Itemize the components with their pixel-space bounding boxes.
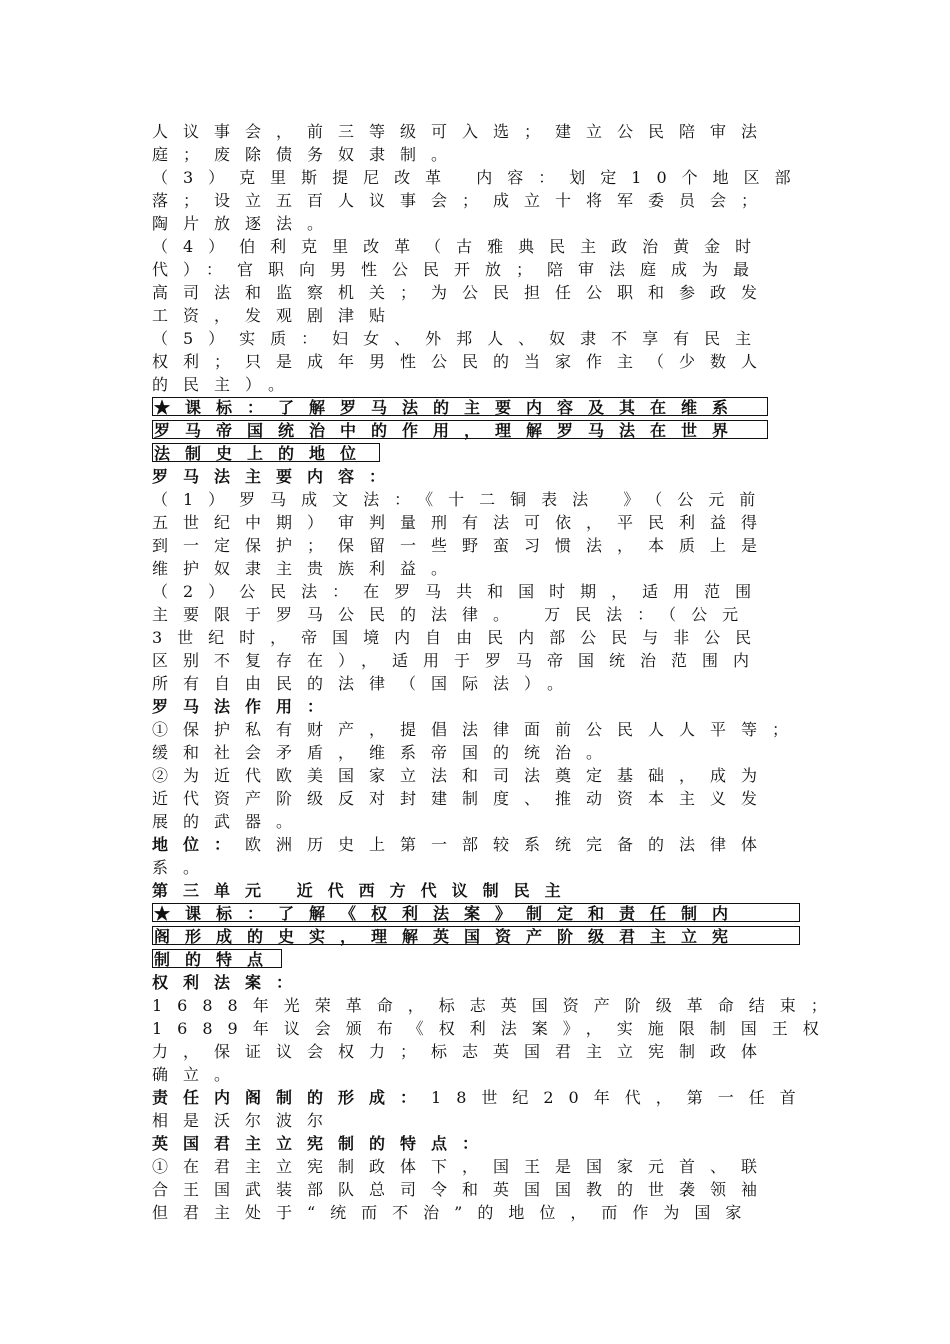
curriculum-box-line xyxy=(152,948,822,971)
text-line: 工资，发观剧津贴 xyxy=(152,306,401,325)
text-line: 五世纪中期）审判量刑有法可依，平民利益得 xyxy=(152,513,773,532)
text-line: 到一定保护；保留一些野蛮习惯法，本质上是 xyxy=(152,536,773,555)
document-page xyxy=(152,120,842,1224)
curriculum-standard-box: ★课标：了解罗马法的主要内容及其在维系 xyxy=(152,397,768,416)
text-line: 人议事会，前三等级可入选；建立公民陪审法 xyxy=(152,122,773,141)
curriculum-standard-box: 法制史上的地位 xyxy=(152,443,380,462)
section-heading: 罗马法主要内容： xyxy=(152,467,401,486)
text-line: （4）伯利克里改革（古雅典民主政治黄金时 xyxy=(152,237,767,256)
text-line: 庭；废除债务奴隶制。 xyxy=(152,145,463,164)
text-line: 陶片放逐法。 xyxy=(152,214,339,233)
unit-title: 第三单元 近代西方代议制民主 xyxy=(152,881,576,900)
text-line: 力，保证议会权力；标志英国君主立宪制政体 xyxy=(152,1042,773,1061)
curriculum-box-line xyxy=(152,419,822,442)
text-line: 确立。 xyxy=(152,1065,246,1084)
inline-heading: 地位： xyxy=(152,835,246,854)
text-line: 高司法和监察机关；为公民担任公职和参政发 xyxy=(152,283,773,302)
text-line: 系。 xyxy=(152,858,215,877)
text-line xyxy=(152,833,822,856)
curriculum-standard-box: ★课标：了解《权利法案》制定和责任制内 xyxy=(152,903,800,922)
section-heading: 权利法案： xyxy=(152,973,308,992)
text-line: 1688年光荣革命，标志英国资产阶级革命结束； xyxy=(152,996,842,1015)
text-line: 落；设立五百人议事会；成立十将军委员会； xyxy=(152,191,773,210)
text-line: 合王国武装部队总司令和英国国教的世袭领袖 xyxy=(152,1180,773,1199)
text-line: 代）：官职向男性公民开放；陪审法庭成为最 xyxy=(152,260,765,279)
text-line: 1689年议会颁布《权利法案》，实施限制国王权 xyxy=(152,1019,834,1038)
text-line: ②为近代欧美国家立法和司法奠定基础，成为 xyxy=(152,766,773,785)
text-line: 区别不复存在），适用于罗马帝国统治范围内 xyxy=(152,651,765,670)
text-line: 相是沃尔波尔 xyxy=(152,1111,339,1130)
text-line: 主要限于罗马公民的法律。 万民法：（公元 xyxy=(152,605,754,624)
curriculum-standard-box: 阁形成的史实，理解英国资产阶级君主立宪 xyxy=(152,926,800,945)
text-line: ①保护私有财产，提倡法律面前公民人人平等； xyxy=(152,720,804,739)
text-line xyxy=(152,1086,822,1109)
text-line: （5）实质：妇女、外邦人、奴隶不享有民主 xyxy=(152,329,767,348)
text-line: 权利；只是成年男性公民的当家作主（少数人 xyxy=(152,352,773,371)
text-line: 展的武器。 xyxy=(152,812,308,831)
inline-text: 18世纪20年代，第一任首 xyxy=(431,1088,811,1107)
curriculum-box-line xyxy=(152,925,822,948)
text-line: 的民主）。 xyxy=(152,375,300,394)
curriculum-box-line xyxy=(152,442,822,465)
section-heading: 英国君主立宪制的特点： xyxy=(152,1134,494,1153)
text-line: （1）罗马成文法：《十二铜表法 》（公元前 xyxy=(152,490,771,509)
inline-text: 欧洲历史上第一部较系统完备的法律体 xyxy=(245,835,773,854)
curriculum-box-line xyxy=(152,902,822,925)
section-heading: 罗马法作用： xyxy=(152,697,339,716)
text-line: （2）公民法：在罗马共和国时期，适用范围 xyxy=(152,582,767,601)
curriculum-standard-box: 制的特点 xyxy=(152,949,282,968)
curriculum-box-line xyxy=(152,396,822,419)
curriculum-standard-box: 罗马帝国统治中的作用，理解罗马法在世界 xyxy=(152,420,768,439)
text-line: 3世纪时，帝国境内自由民内部公民与非公民 xyxy=(152,628,767,647)
text-line: 缓和社会矛盾，维系帝国的统治。 xyxy=(152,743,618,762)
text-line: （3）克里斯提尼改革 内容：划定10个地区部 xyxy=(152,168,806,187)
text-line: 所有自由民的法律（国际法）。 xyxy=(152,674,579,693)
text-line: 但君主处于“统而不治”的地位，而作为国家 xyxy=(152,1203,757,1222)
text-line: 维护奴隶主贵族利益。 xyxy=(152,559,463,578)
text-line: ①在君主立宪制政体下，国王是国家元首、联 xyxy=(152,1157,773,1176)
inline-heading: 责任内阁制的形成： xyxy=(152,1088,432,1107)
text-line: 近代资产阶级反对封建制度、推动资本主义发 xyxy=(152,789,773,808)
